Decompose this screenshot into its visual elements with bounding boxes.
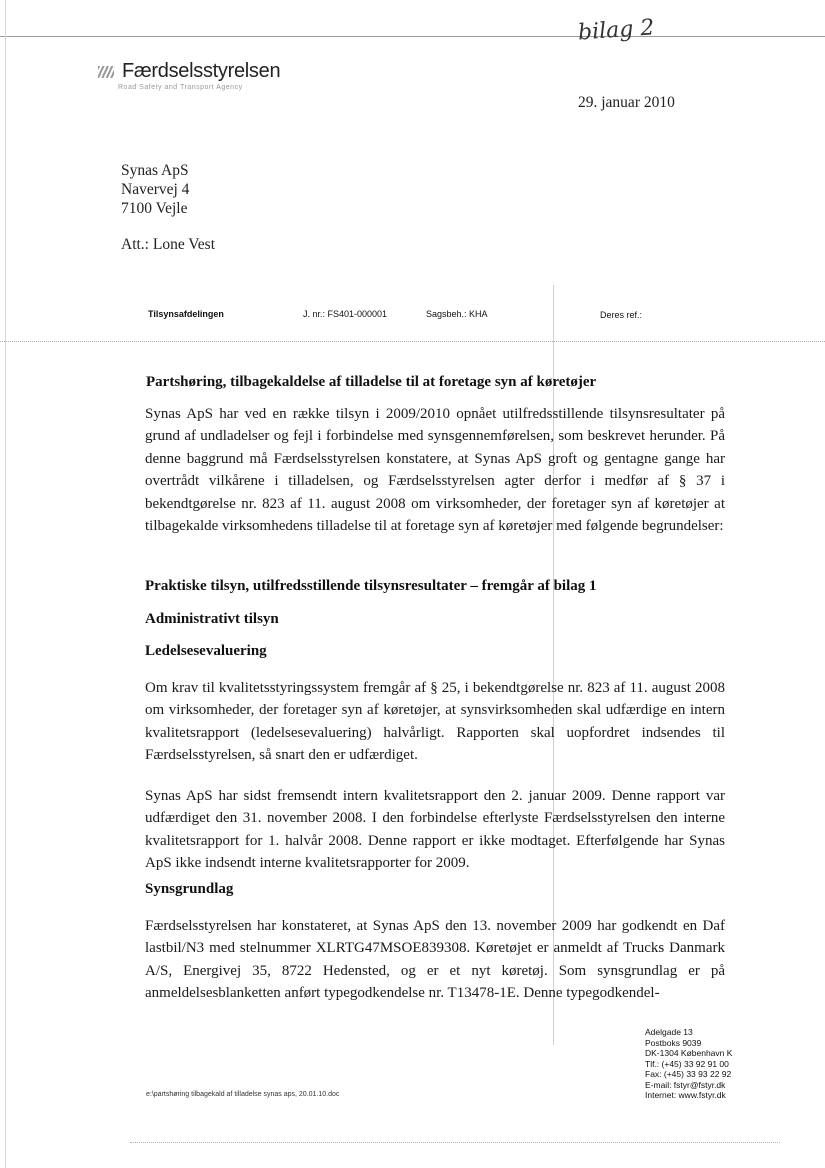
department-label: Tilsynsafdelingen xyxy=(148,309,224,319)
scan-left-edge xyxy=(5,0,6,1168)
basis-paragraph: Færdselsstyrelsen har konstateret, at Synas ApS den 13. november 2009 har godkendt en Daf lastbil/N3 med stelnummer XLRTG47MSOE839308. Køretøjet er anmeldt af Trucks Danmark A/S, Energivej 35, 8722 Hedensted, og er et nyt køretøj. Som synsgrundlag er på anmeldelsesblanketten anført typegodkendelse nr. T13478-1E. Denne typegodkendel- xyxy=(145,918,725,1002)
logo-text: Færdselsstyrelsen xyxy=(122,60,281,82)
recipient-attention: Att.: Lone Vest xyxy=(121,236,215,253)
scan-top-line xyxy=(0,36,825,37)
your-reference: Deres ref.: xyxy=(600,310,643,320)
address-phone: Tlf.: (+45) 33 92 91 00 xyxy=(645,1058,729,1069)
address-pobox: Postboks 9039 xyxy=(645,1037,702,1048)
section-heading: Praktiske tilsyn, utilfredsstillende tilsynsresultater – fremgår af bilag 1 xyxy=(145,578,597,594)
address-email: E-mail: fstyr@fstyr.dk xyxy=(645,1079,726,1090)
intro-paragraph: Synas ApS har ved en række tilsyn i 2009/2010 opnået utilfredsstillende tilsynsresultater på grund af undladelser og fejl i forbindelse med synsgennemførelsen, som beskrevet herunder. På denne baggrund må Færdselsstyrelsen konstatere, at Synas ApS groft og gentagne gange har overtrådt vilkårene i tilladelsen, og Færdselsstyrelsen agter derfor i medfør af § 37 i bekendtgørelse nr. 823 af 11. august 2008 om virksomheder, der foretager syn af køretøjer at tilbagekalde virksomhedens tilladelse til at foretage syn af køretøjer med følgende begrundelser: xyxy=(145,406,725,535)
journal-number: J. nr.: FS401-000001 xyxy=(303,309,388,319)
file-path: e:\partshøring tilbagekald af tilladelse synas aps, 20.01.10.doc xyxy=(146,1091,340,1098)
recipient-block xyxy=(121,161,189,218)
evaluation-paragraph-2: Synas ApS har sidst fremsendt intern kvalitetsrapport den 2. januar 2009. Denne rapport var udfærdiget den 31. november 2008. I den forbindelse efterlyste Færdselsstyrelsen den interne kvalitetsrapport for 1. halvår 2008. Denne rapport er ikke modtaget. Efterfølgende har Synas ApS ikke indsendt interne kvalitetsrapporter for 2009. xyxy=(145,788,725,872)
case-officer: Sagsbeh.: KHA xyxy=(426,309,488,319)
letter-title: Partshøring, tilbagekaldelse af tilladelse til at foretage syn af køretøjer xyxy=(146,374,597,390)
scan-divider-line xyxy=(0,341,825,342)
address-city: DK-1304 København K xyxy=(645,1048,733,1058)
subheading-basis: Synsgrundlag xyxy=(145,881,234,897)
letter-date: 29. januar 2010 xyxy=(578,94,675,111)
scan-bottom-line xyxy=(130,1142,780,1143)
handwritten-note: bilag 2 xyxy=(577,15,656,46)
address-fax: Fax: (+45) 33 93 22 92 xyxy=(645,1069,732,1079)
logo-mark-icon xyxy=(98,66,114,78)
subheading-evaluation: Ledelsesevaluering xyxy=(145,643,267,659)
address-website: Internet: www.fstyr.dk xyxy=(645,1090,726,1100)
recipient-street: Navervej 4 xyxy=(121,181,190,198)
subheading-admin: Administrativt tilsyn xyxy=(145,611,279,627)
address-street: Adelgade 13 xyxy=(645,1027,693,1037)
recipient-company: Synas ApS xyxy=(121,162,189,179)
footer-address xyxy=(645,1027,732,1101)
agency-logo xyxy=(98,60,280,83)
logo-subtitle: Road Safety and Transport Agency xyxy=(118,84,243,91)
evaluation-paragraph-1: Om krav til kvalitetsstyringssystem fremgår af § 25, i bekendtgørelse nr. 823 af 11. august 2008 om virksomheder, der foretager syn af køretøjer, at synsvirksomheden skal udfærdige en intern kvalitetsrapport (ledelsesevaluering) halvårligt. Rapporten skal uopfordret indsendes til Færdselsstyrelsen, så snart den er udfærdiget. xyxy=(145,680,725,764)
recipient-city: 7100 Vejle xyxy=(121,200,188,217)
